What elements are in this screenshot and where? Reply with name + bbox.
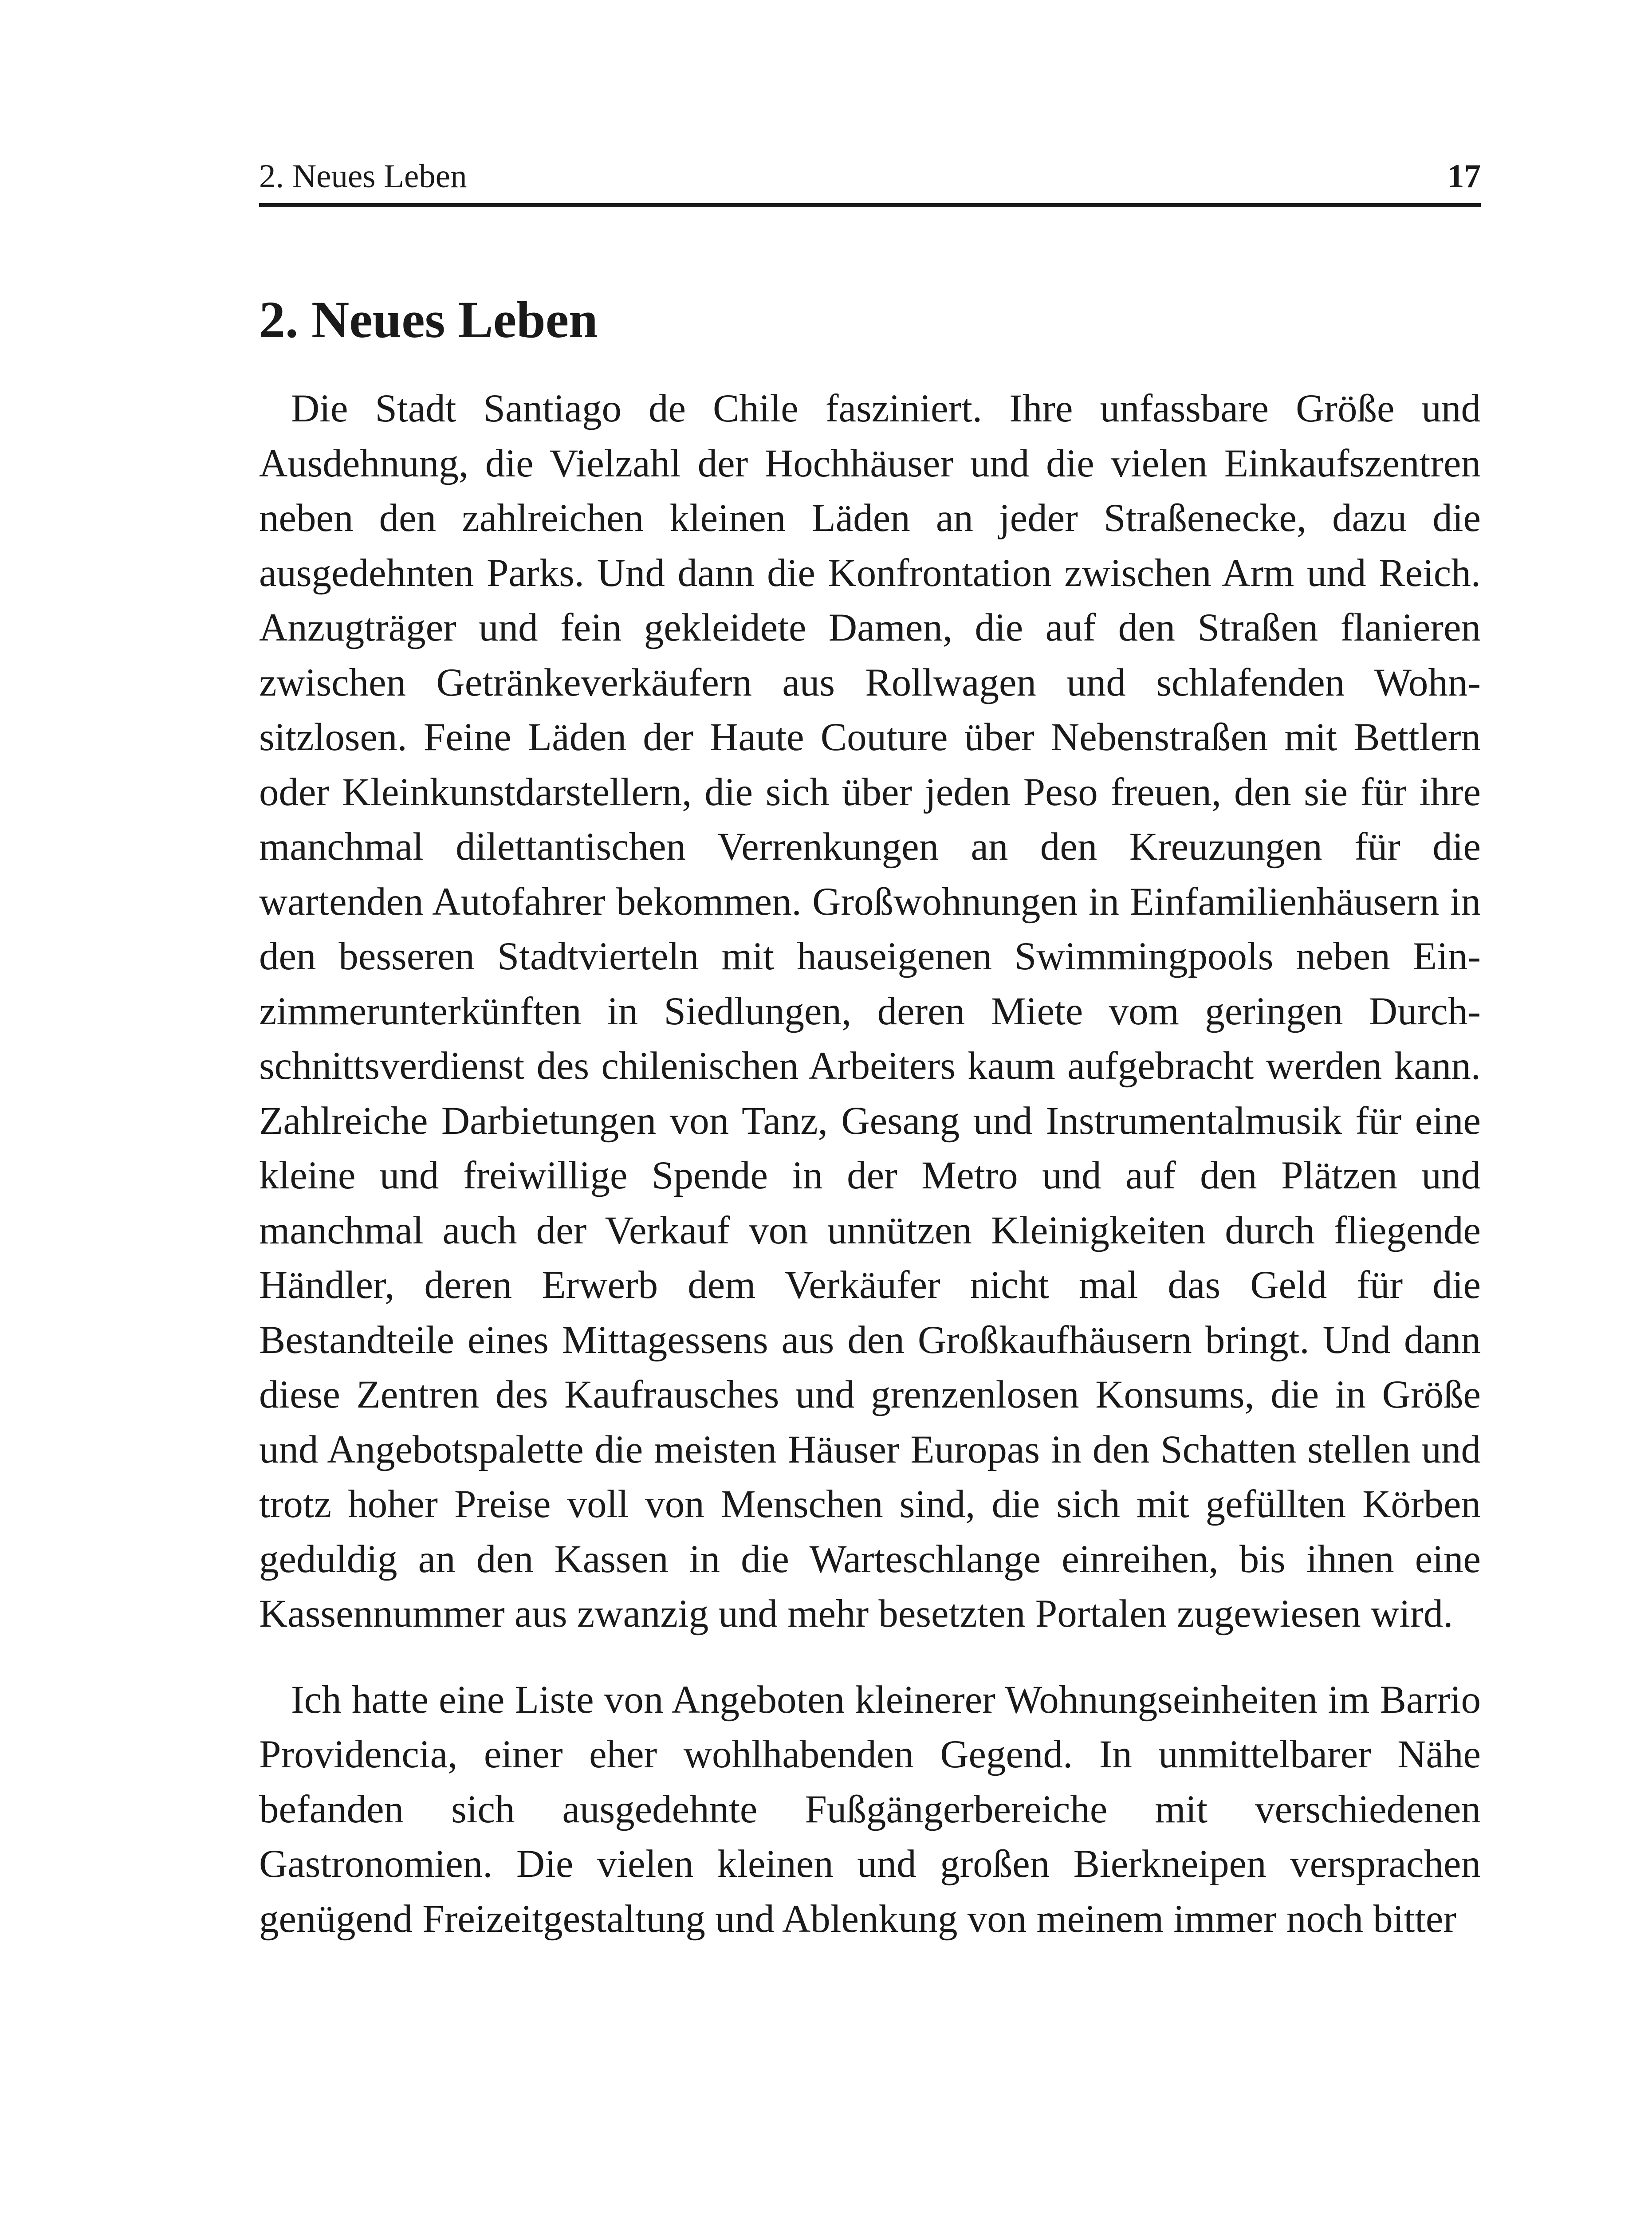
paragraph-2: Ich hatte eine Liste von Angeboten kleinerer Wohnungseinheiten im Barrio Providencia, einer eher wohlhabenden Gegend. In unmittelbarer Nähe befanden sich ausgedehnte Fußgängerbereiche mit verschiedenen Gastronomien. Die vielen kleinen und großen Bierkneipen versprachen genügend Freizeitgestaltung und Ablenkung von meinem immer noch bitter [259, 1678, 1481, 1941]
header-rule [259, 203, 1481, 207]
chapter-title: 2. Neues Leben [259, 291, 598, 349]
page-number: 17 [1447, 158, 1481, 195]
paragraph-1: Die Stadt Santiago de Chile fasziniert. Ihre unfassbare Größe und Ausdehnung, die Vielzahl der Hochhäuser und die vielen Einkaufszentren neben den zahlreichen kleinen Läden an jeder Straßenecke, dazu die ausgedehnten Parks. Und dann die Konfrontation zwischen Arm und Reich. Anzugträger und fein gekleidete Damen, die auf den Straßen flanieren zwischen Getränkeverkäufern aus Rollwagen und schlafenden Wohnsitzlosen. Feine Läden der Haute Couture über Nebenstraßen mit Bettlern oder Kleinkunstdarstellern, die sich über jeden Peso freuen, den sie für ihre manchmal dilettantischen Verrenkungen an den Kreuzungen für die wartenden Autofahrer bekommen. Großwohnungen in Einfamilienhäusern in den besseren Stadtvierteln mit hauseigenen Swimmingpools neben Einzimmerunterkünften in Siedlungen, deren Miete vom geringen Durchschnittsverdienst des chilenischen Arbeiters kaum aufgebracht werden kann. Zahlreiche Darbietungen von Tanz, Gesang und Instrumentalmusik für eine kleine und freiwillige Spende in der Metro und auf den Plätzen und manchmal auch der Verkauf von unnützen Kleinigkeiten durch fliegende Händler, deren Erwerb dem Verkäufer nicht mal das Geld für die Bestandteile eines Mittagessens aus den Großkaufhäusern bringt. Und dann diese Zentren des Kaufrausches und grenzenlosen Konsums, die in Größe und Angebotspalette die meisten Häuser Europas in den Schatten stellen und trotz hoher Preise voll von Menschen sind, die sich mit gefüllten Körben geduldig an den Kassen in die Warteschlange einreihen, bis ihnen eine Kassennummer aus zwanzig und mehr besetzten Portalen zugewiesen wird. [259, 387, 1481, 1636]
running-head-title: 2. Neues Leben [259, 158, 467, 195]
body-text [259, 381, 1481, 1947]
running-head [259, 149, 1481, 193]
